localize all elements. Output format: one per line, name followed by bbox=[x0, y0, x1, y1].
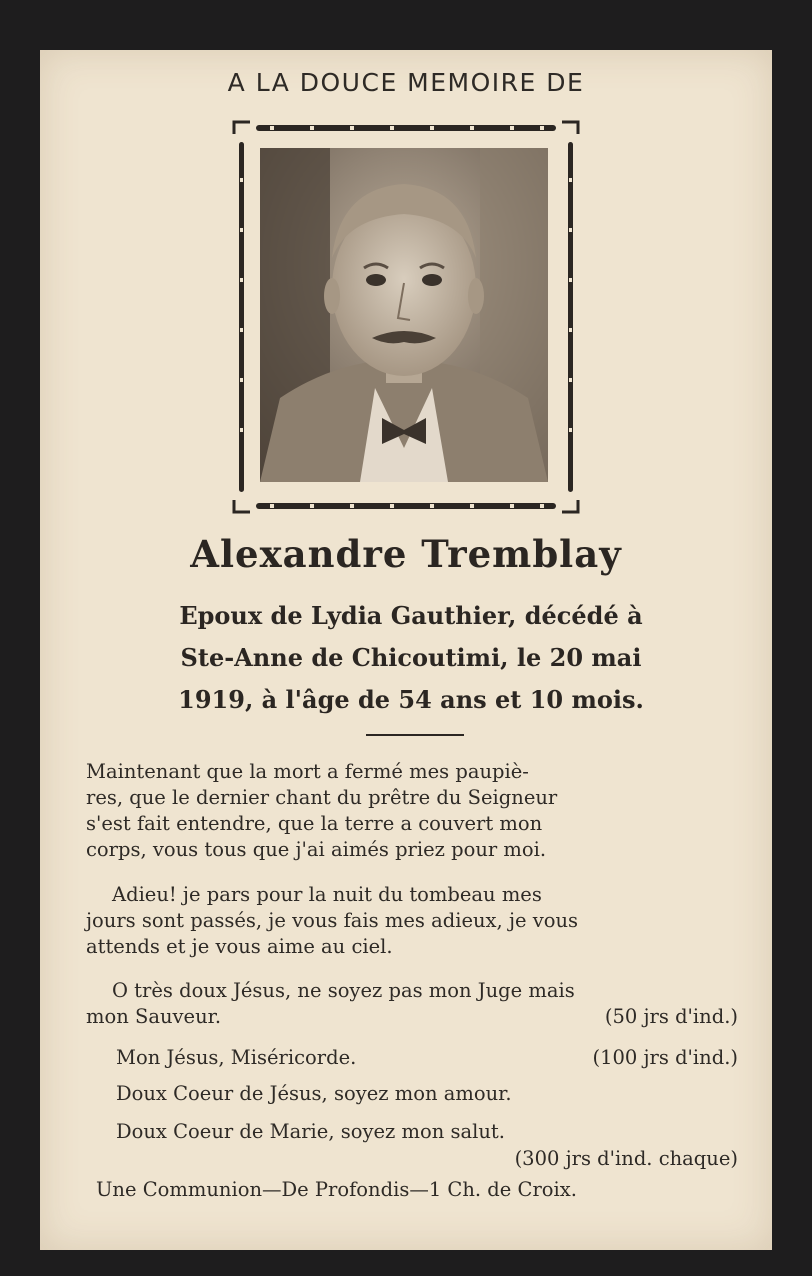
obituary-details bbox=[80, 595, 742, 721]
text-line: O très doux Jésus, ne soyez pas mon Juge mais bbox=[112, 979, 575, 1002]
text-line: Doux Coeur de Marie, soyez mon salut. bbox=[116, 1120, 505, 1143]
prayer-text: mon Sauveur. bbox=[86, 1005, 222, 1028]
text-line bbox=[116, 1146, 738, 1172]
text-line: jours sont passés, je vous fais mes adieux, je vous bbox=[86, 909, 579, 932]
deceased-name: Alexandre Tremblay bbox=[190, 532, 622, 576]
prayer-1 bbox=[86, 978, 738, 1030]
text-line: Doux Coeur de Jésus, soyez mon amour. bbox=[116, 1082, 512, 1105]
card-header: A LA DOUCE MEMOIRE DE bbox=[227, 68, 585, 97]
text-line: attends et je vous aime au ciel. bbox=[86, 935, 393, 958]
text-line: res, que le dernier chant du prêtre du Seigneur bbox=[86, 786, 558, 809]
indulgence-note: (50 jrs d'ind.) bbox=[604, 1005, 738, 1028]
prayer-paragraph-1 bbox=[86, 759, 738, 863]
text-line: corps, vous tous que j'ai aimés priez pour moi. bbox=[86, 838, 547, 861]
portrait-frame bbox=[230, 118, 582, 516]
card-footer: Une Communion—De Profondis—1 Ch. de Croix. bbox=[96, 1178, 577, 1201]
text-line: Adieu! je pars pour la nuit du tombeau mes bbox=[112, 883, 542, 906]
obituary-line: Epoux de Lydia Gauthier, décédé à bbox=[179, 601, 643, 630]
text-line: Maintenant que la mort a fermé mes paupiè- bbox=[86, 760, 529, 783]
portrait-photo bbox=[260, 148, 548, 482]
prayer-paragraph-2 bbox=[86, 882, 738, 960]
text-line bbox=[86, 1004, 738, 1030]
memorial-card bbox=[40, 50, 772, 1250]
obituary-line: 1919, à l'âge de 54 ans et 10 mois. bbox=[178, 685, 644, 714]
obituary-line: Ste-Anne de Chicoutimi, le 20 mai bbox=[180, 643, 642, 672]
text-line bbox=[116, 1040, 738, 1076]
indulgence-note: (100 jrs d'ind.) bbox=[592, 1046, 738, 1069]
prayer-2-4 bbox=[86, 1040, 738, 1172]
prayer-text: Mon Jésus, Miséricorde. bbox=[116, 1046, 357, 1069]
indulgence-note: (300 jrs d'ind. chaque) bbox=[514, 1147, 738, 1170]
divider bbox=[366, 734, 464, 736]
text-line: s'est fait entendre, que la terre a couvert mon bbox=[86, 812, 543, 835]
